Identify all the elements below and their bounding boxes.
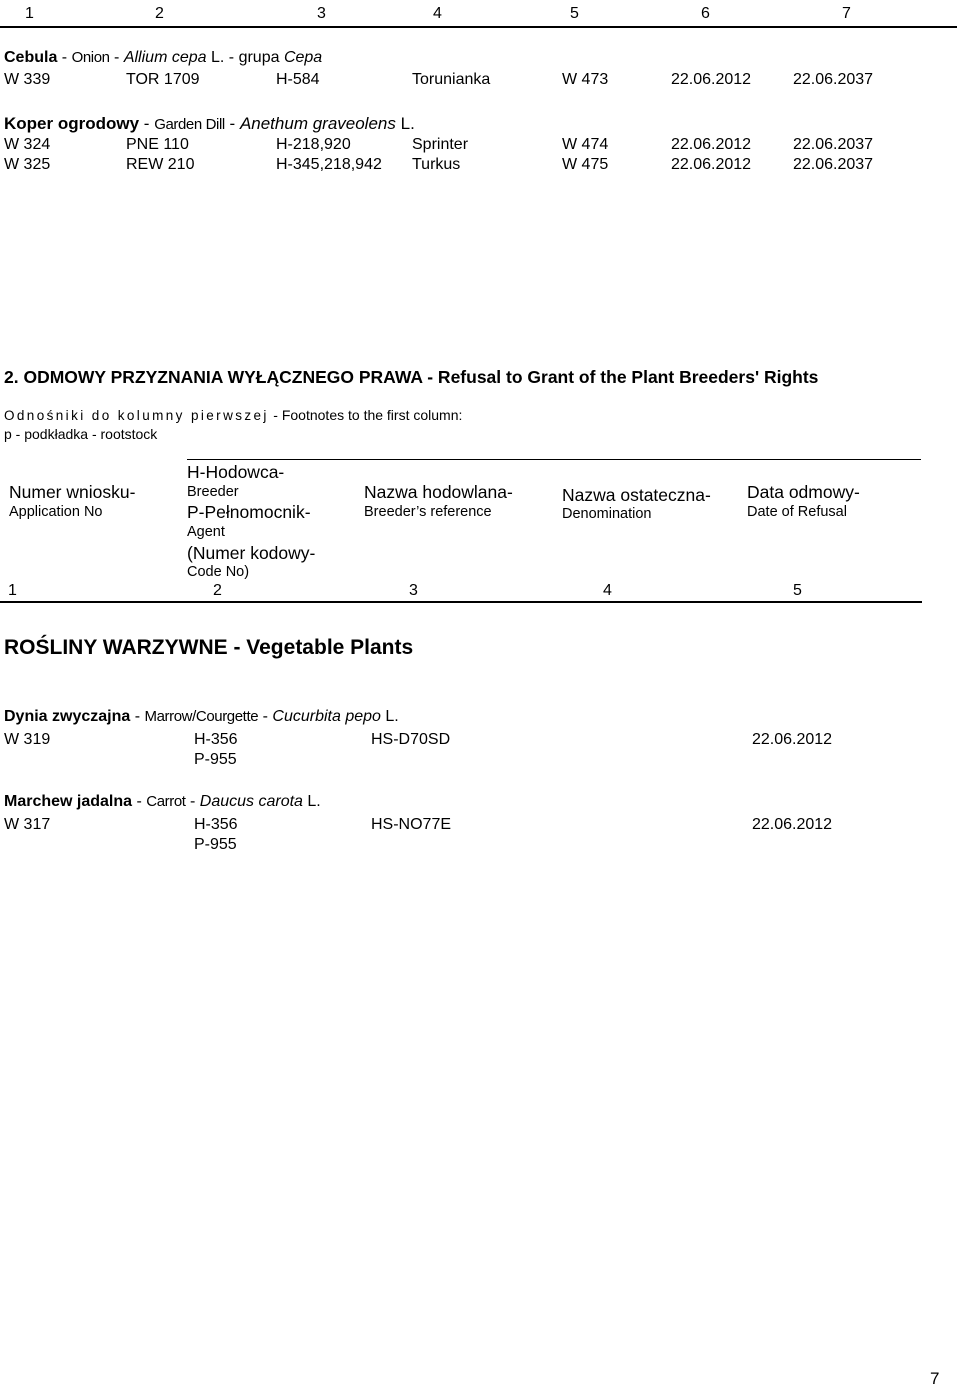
cell-reference: HS-D70SD [371,731,451,748]
cell: 22.06.2037 [793,156,874,173]
col-number: 5 [793,582,802,599]
species-heading-dill: Koper ogrodowy - Garden Dill - Anethum graveolens L. [4,114,415,133]
cell: 22.06.2037 [793,71,874,88]
header-denomination-en: Denomination [562,506,652,522]
col-number: 5 [570,5,579,22]
header-code: (Numer kodowy- [187,543,316,563]
cell: Torunianka [412,71,491,88]
header-agent: P-Pełnomocnik- [187,502,311,522]
cell: PNE 110 [126,136,189,153]
header-application: Numer wniosku- [9,482,136,502]
cell-breeder: H-356 [194,731,238,748]
cell: H-584 [276,71,320,88]
col-number: 6 [701,5,710,22]
header-agent-en: Agent [187,524,225,540]
cell: H-345,218,942 [276,156,382,173]
footnote-heading: Odnośniki do kolumny pierwszej - Footnotes to the first column: [4,407,463,423]
cell-agent: P-955 [194,836,237,853]
cell: W 475 [562,156,609,173]
col-number: 2 [155,5,164,22]
cell: W 474 [562,136,609,153]
col-number: 4 [433,5,442,22]
top-table-rule [0,26,957,28]
col-number: 3 [409,582,418,599]
cell-date: 22.06.2012 [752,731,833,748]
section-title: 2. ODMOWY PRZYZNANIA WYŁĄCZNEGO PRAWA - Refusal to Grant of the Plant Breeders' Rights [4,367,819,387]
header-date: Data odmowy- [747,482,860,502]
cell: W 325 [4,156,51,173]
col-number: 1 [8,582,17,599]
cell-application: W 319 [4,731,51,748]
cell-reference: HS-NO77E [371,816,452,833]
header-code-en: Code No) [187,564,250,580]
header-date-en: Date of Refusal [747,504,847,520]
col-number: 2 [213,582,222,599]
cell-application: W 317 [4,816,51,833]
header-denomination: Nazwa ostateczna- [562,485,711,505]
cell: 22.06.2037 [793,136,874,153]
cell: 22.06.2012 [671,156,752,173]
cell: REW 210 [126,156,195,173]
cell: W 339 [4,71,51,88]
header-breeder-en: Breeder [187,484,239,500]
cell: Turkus [412,156,461,173]
header-breeder: H-Hodowca- [187,462,285,482]
species-heading-marrow: Dynia zwyczajna - Marrow/Courgette - Cucurbita pepo L. [4,708,399,725]
species-heading-onion: Cebula - Onion - Allium cepa L. - grupa Cepa [4,49,323,66]
cell: H-218,920 [276,136,351,153]
cell-date: 22.06.2012 [752,816,833,833]
cell: 22.06.2012 [671,71,752,88]
header-reference: Nazwa hodowlana- [364,482,513,502]
header-application-en: Application No [9,504,103,520]
cell: Sprinter [412,136,469,153]
cell: TOR 1709 [126,71,200,88]
col-number: 7 [842,5,851,22]
page-number: 7 [930,1369,940,1388]
cell: 22.06.2012 [671,136,752,153]
species-heading-carrot: Marchew jadalna - Carrot - Daucus carota L. [4,793,321,810]
col-number: 1 [25,5,34,22]
cell-breeder: H-356 [194,816,238,833]
cell: W 324 [4,136,51,153]
header-reference-en: Breeder’s reference [364,504,492,520]
header-rule-bottom [0,601,922,603]
footnote-rootstock: p - podkładka - rootstock [4,426,158,442]
col-number: 4 [603,582,612,599]
header-rule-top [187,459,921,460]
cell: W 473 [562,71,609,88]
category-heading: ROŚLINY WARZYWNE - Vegetable Plants [4,636,414,659]
cell-agent: P-955 [194,751,237,768]
col-number: 3 [317,5,326,22]
